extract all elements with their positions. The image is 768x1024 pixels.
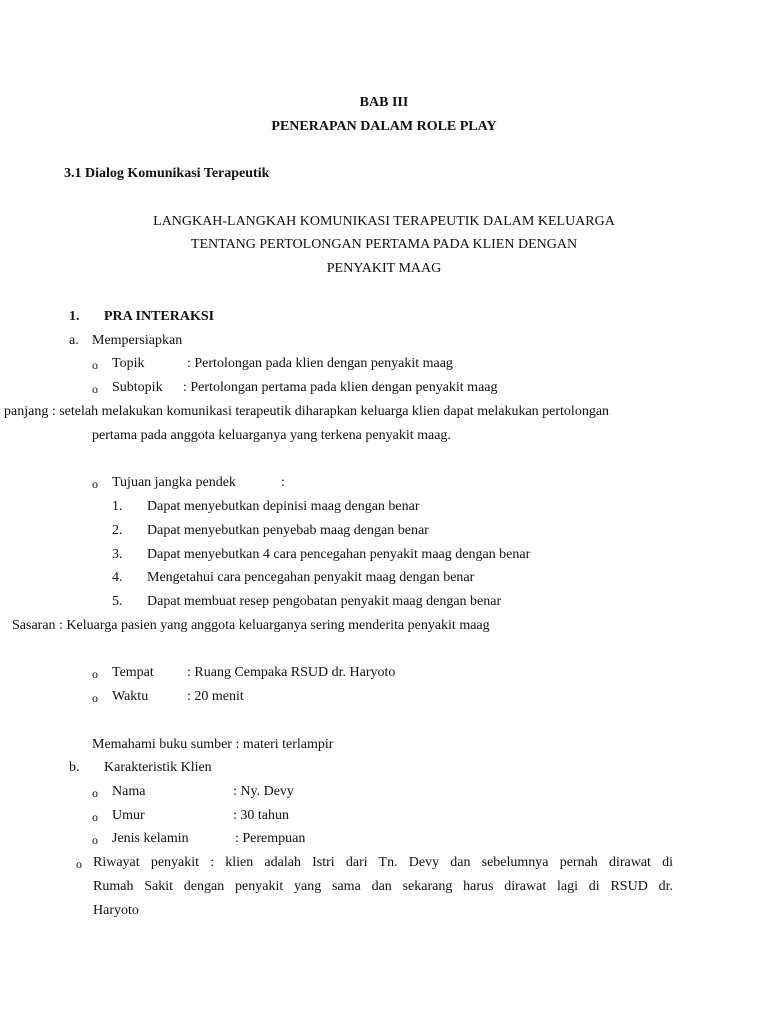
subtitle-line-1: LANGKAH-LANGKAH KOMUNIKASI TERAPEUTIK DALAM KELUARGA [153, 214, 615, 229]
item-a-marker: a. [69, 333, 79, 348]
bullet-marker: o [92, 691, 98, 705]
bullet-marker: o [76, 857, 82, 871]
nama-value: : Ny. Devy [233, 784, 294, 799]
topik-label: Topik [112, 356, 145, 371]
tujuan-pendek-label: Tujuan jangka pendek [112, 475, 236, 490]
tujuan-pendek-colon: : [281, 475, 285, 490]
jenis-kelamin-label: Jenis kelamin [112, 831, 189, 846]
pra-interaksi-title: PRA INTERAKSI [104, 309, 215, 324]
tujuan-item-text: Dapat menyebutkan penyebab maag dengan benar [147, 523, 429, 538]
jenis-kelamin-value: : Perempuan [235, 831, 306, 846]
bullet-marker: o [92, 833, 98, 847]
tujuan-item-text: Dapat menyebutkan 4 cara pencegahan penyakit maag dengan benar [147, 547, 531, 562]
tujuan-item-number: 4. [112, 570, 123, 585]
buku-sumber-line: Memahami buku sumber : materi terlampir [92, 737, 334, 752]
chapter-heading: BAB III [359, 95, 409, 110]
tujuan-panjang-line-1: panjang : setelah melakukan komunikasi terapeutik diharapkan keluarga klien dapat melakukan pertolongan [4, 404, 610, 419]
section-heading: 3.1 Dialog Komunikasi Terapeutik [64, 166, 270, 181]
tujuan-item-number: 1. [112, 499, 123, 514]
riwayat-line-3: Haryoto [93, 903, 139, 918]
tujuan-item-text: Dapat menyebutkan depinisi maag dengan benar [147, 499, 420, 514]
tujuan-panjang-line-2: pertama pada anggota keluarganya yang terkena penyakit maag. [92, 428, 451, 443]
tempat-value: : Ruang Cempaka RSUD dr. Haryoto [187, 665, 396, 680]
pra-interaksi-number: 1. [69, 309, 80, 324]
riwayat-line-1: Riwayat penyakit : klien adalah Istri dari Tn. Devy dan sebelumnya pernah dirawat di [93, 855, 673, 870]
sasaran-line: Sasaran : Keluarga pasien yang anggota keluarganya sering menderita penyakit maag [12, 618, 490, 633]
tujuan-item-number: 2. [112, 523, 123, 538]
chapter-title: PENERAPAN DALAM ROLE PLAY [271, 119, 497, 134]
nama-label: Nama [112, 784, 146, 799]
bullet-marker: o [92, 382, 98, 396]
umur-value: : 30 tahun [233, 808, 289, 823]
tempat-label: Tempat [112, 665, 154, 680]
subtitle-line-3: PENYAKIT MAAG [326, 261, 442, 276]
tujuan-item-number: 5. [112, 594, 123, 609]
tujuan-item-text: Mengetahui cara pencegahan penyakit maag dengan benar [147, 570, 475, 585]
subtopik-value: : Pertolongan pertama pada klien dengan penyakit maag [183, 380, 498, 395]
waktu-value: : 20 menit [187, 689, 244, 704]
tujuan-item-text: Dapat membuat resep pengobatan penyakit maag dengan benar [147, 594, 502, 609]
bullet-marker: o [92, 667, 98, 681]
item-b-title: Karakteristik Klien [104, 760, 212, 775]
subtitle-line-2: TENTANG PERTOLONGAN PERTAMA PADA KLIEN DENGAN [190, 237, 578, 252]
waktu-label: Waktu [112, 689, 149, 704]
item-b-marker: b. [69, 760, 80, 775]
bullet-marker: o [92, 786, 98, 800]
subtopik-label: Subtopik [112, 380, 163, 395]
bullet-marker: o [92, 810, 98, 824]
tujuan-item-number: 3. [112, 547, 123, 562]
bullet-marker: o [92, 477, 98, 491]
item-a-title: Mempersiapkan [92, 333, 183, 348]
umur-label: Umur [112, 808, 145, 823]
riwayat-line-2: Rumah Sakit dengan penyakit yang sama dan sekarang harus dirawat lagi di RSUD dr. [93, 879, 673, 894]
topik-value: : Pertolongan pada klien dengan penyakit maag [187, 356, 453, 371]
bullet-marker: o [92, 358, 98, 372]
